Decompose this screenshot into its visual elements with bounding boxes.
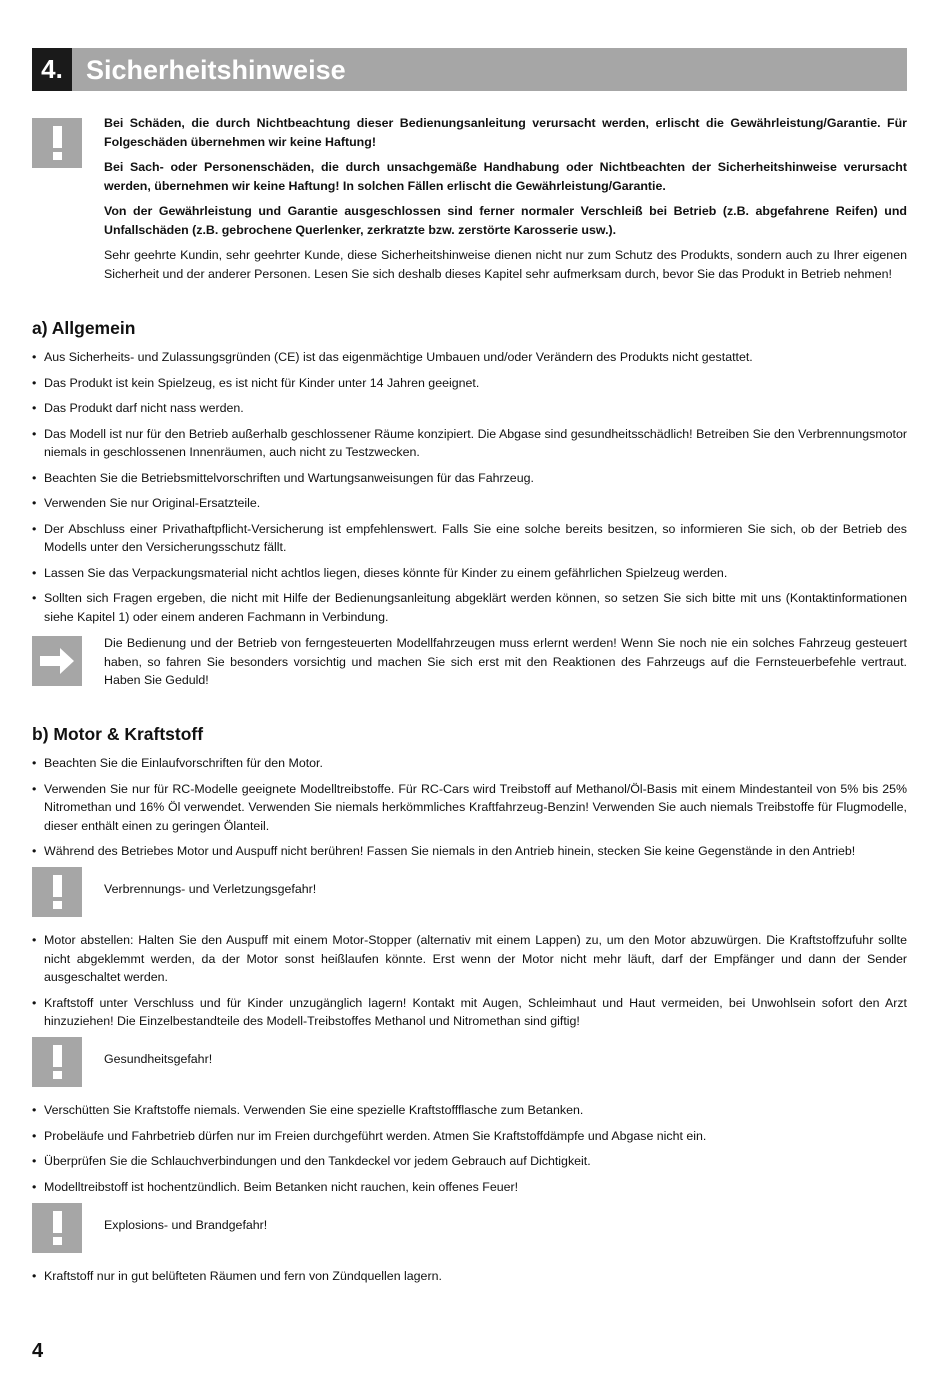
warning-burn-text: Verbrennungs- und Verletzungsgefahr! <box>104 882 317 896</box>
warning-fire-text: Explosions- und Brandgefahr! <box>104 1218 268 1232</box>
warning-box <box>32 867 82 917</box>
warning-box <box>32 1037 82 1087</box>
list-item: • Motor abstellen: Halten Sie den Auspuff mit einem Motor-Stopper (alternativ mit einem Lappen) zu, um den Motor abzuwürgen. Die Kraftstoffzufuhr sollte nicht abgeklemmt werden, da der Motor sonst heißlaufen könnte. Erst wenn der Motor nicht mehr läuft, darf der Empfänger und dann der Sender ausgeschaltet werden. <box>32 931 907 987</box>
exclamation-icon <box>32 867 82 917</box>
list-item: • Verwenden Sie nur für RC-Modelle geeignete Modelltreibstoffe. Für RC-Cars wird Treibstoff auf Methanol/Öl-Basis mit einem Mindestanteil von 5% bis 25% Nitromethan und 16% Öl verwendet. Verwenden Sie niemals herkömmliches Kraftfahrzeug-Benzin! Verwenden Sie auch niemals Treibstoffe für Flugmodelle, dieser enthält einen zu geringen Ölanteil. <box>32 780 907 836</box>
section-number: 4. <box>32 48 72 91</box>
exclamation-icon <box>32 1037 82 1087</box>
section-b-title: b) Motor & Kraftstoff <box>32 724 204 744</box>
intro-paragraph: Bei Schäden, die durch Nichtbeachtung dieser Bedienungsanleitung verursacht werden, erlischt die Gewährleistung/Garantie. Für Folgeschäden übernehmen wir keine Haftung! <box>104 116 907 149</box>
list-item: • Aus Sicherheits- und Zulassungsgründen (CE) ist das eigenmächtige Umbauen und/oder Verändern des Produkts nicht gestattet. <box>32 348 907 367</box>
list-item: • Lassen Sie das Verpackungsmaterial nicht achtlos liegen, dieses könnte für Kinder zu einem gefährlichen Spielzeug werden. <box>32 564 907 583</box>
section-b-list-4 <box>32 1267 907 1293</box>
warning-box <box>32 118 82 168</box>
section-b-list-2 <box>32 931 907 1038</box>
section-header <box>32 48 907 91</box>
section-b-list-1 <box>32 754 907 868</box>
intro-paragraph: Bei Sach- oder Personenschäden, die durch unsachgemäße Handhabung oder Nichtbeachten der Sicherheitshinweise verursacht werden, übernehmen wir keine Haftung! In solchen Fällen erlischt die Gewährleistung/Garantie. <box>104 160 907 193</box>
warning-box <box>32 1203 82 1253</box>
list-item: • Das Produkt darf nicht nass werden. <box>32 399 907 418</box>
section-a-list <box>32 348 907 633</box>
section-a-note: Die Bedienung und der Betrieb von ferngesteuerten Modellfahrzeugen muss erlernt werden! Wenn Sie noch nie ein solches Fahrzeug gesteuert haben, so fahren Sie besonders vorsichtig und machen Sie sich erst mit den Reaktionen des Fahrzeugs auf die Fernsteuerbefehle vertraut. Haben Sie Geduld! <box>104 636 907 687</box>
list-item: • Beachten Sie die Einlaufvorschriften für den Motor. <box>32 754 907 773</box>
page-number: 4 <box>32 1340 44 1362</box>
list-item: • Verwenden Sie nur Original-Ersatzteile. <box>32 494 907 513</box>
note-box <box>32 636 82 686</box>
intro-text <box>104 114 907 290</box>
intro-paragraph: Von der Gewährleistung und Garantie ausgeschlossen sind ferner normaler Verschleiß bei Betrieb (z.B. abgefahrene Reifen) und Unfallschäden (z.B. gebrochene Querlenker, zerkratzte bzw. zerstörte Karosserie usw.). <box>104 204 907 237</box>
list-item: • Probeläufe und Fahrbetrieb dürfen nur im Freien durchgeführt werden. Atmen Sie Kraftstoffdämpfe und Abgase nicht ein. <box>32 1127 907 1146</box>
list-item: • Das Modell ist nur für den Betrieb außerhalb geschlossener Räume konzipiert. Die Abgase sind gesundheitsschädlich! Betreiben Sie den Verbrennungsmotor niemals in geschlossenen Innenräumen, auch nicht zu Testzwecken. <box>32 425 907 462</box>
list-item: • Kraftstoff unter Verschluss und für Kinder unzugänglich lagern! Kontakt mit Augen, Schleimhaut und Haut vermeiden, bei Unwohlsein sofort den Arzt hinzuziehen! Die Einzelbestandteile des Modell-Treibstoffes Methanol und Nitromethan sind giftig! <box>32 994 907 1031</box>
list-item: • Überprüfen Sie die Schlauchverbindungen und den Tankdeckel vor jedem Gebrauch auf Dichtigkeit. <box>32 1152 907 1171</box>
exclamation-icon <box>32 118 82 168</box>
list-item: • Kraftstoff nur in gut belüfteten Räumen und fern von Zündquellen lagern. <box>32 1267 907 1286</box>
list-item: • Modelltreibstoff ist hochentzündlich. Beim Betanken nicht rauchen, kein offenes Feuer! <box>32 1178 907 1197</box>
section-a-title: a) Allgemein <box>32 318 136 338</box>
section-title: Sicherheitshinweise <box>86 55 346 85</box>
list-item: • Beachten Sie die Betriebsmittelvorschriften und Wartungsanweisungen für das Fahrzeug. <box>32 469 907 488</box>
exclamation-icon <box>32 1203 82 1253</box>
intro-paragraph: Sehr geehrte Kundin, sehr geehrter Kunde, diese Sicherheitshinweise dienen nicht nur zum Schutz des Produkts, sondern auch zu Ihrer eigenen Sicherheit und der anderer Personen. Lesen Sie sich deshalb dieses Kapitel sehr aufmerksam durch, bevor Sie das Produkt in Betrieb nehmen! <box>104 248 907 281</box>
arrow-right-icon <box>32 636 82 686</box>
list-item: • Das Produkt ist kein Spielzeug, es ist nicht für Kinder unter 14 Jahren geeignet. <box>32 374 907 393</box>
list-item: • Verschütten Sie Kraftstoffe niemals. Verwenden Sie eine spezielle Kraftstoffflasche zum Betanken. <box>32 1101 907 1120</box>
warning-health-text: Gesundheitsgefahr! <box>104 1052 213 1066</box>
section-b-list-3 <box>32 1101 907 1203</box>
list-item: • Sollten sich Fragen ergeben, die nicht mit Hilfe der Bedienungsanleitung abgeklärt werden können, so setzen Sie sich bitte mit uns (Kontaktinformationen siehe Kapitel 1) oder einem anderen Fachmann in Verbindung. <box>32 589 907 626</box>
list-item: • Während des Betriebes Motor und Auspuff nicht berühren! Fassen Sie niemals in den Antrieb hinein, stecken Sie keine Gegenstände in den Antrieb! <box>32 842 907 861</box>
list-item: • Der Abschluss einer Privathaftpflicht-Versicherung ist empfehlenswert. Falls Sie eine solche bereits besitzen, so informieren Sie sich, ob der Betrieb des Modells unter den Versicherungsschutz fällt. <box>32 520 907 557</box>
